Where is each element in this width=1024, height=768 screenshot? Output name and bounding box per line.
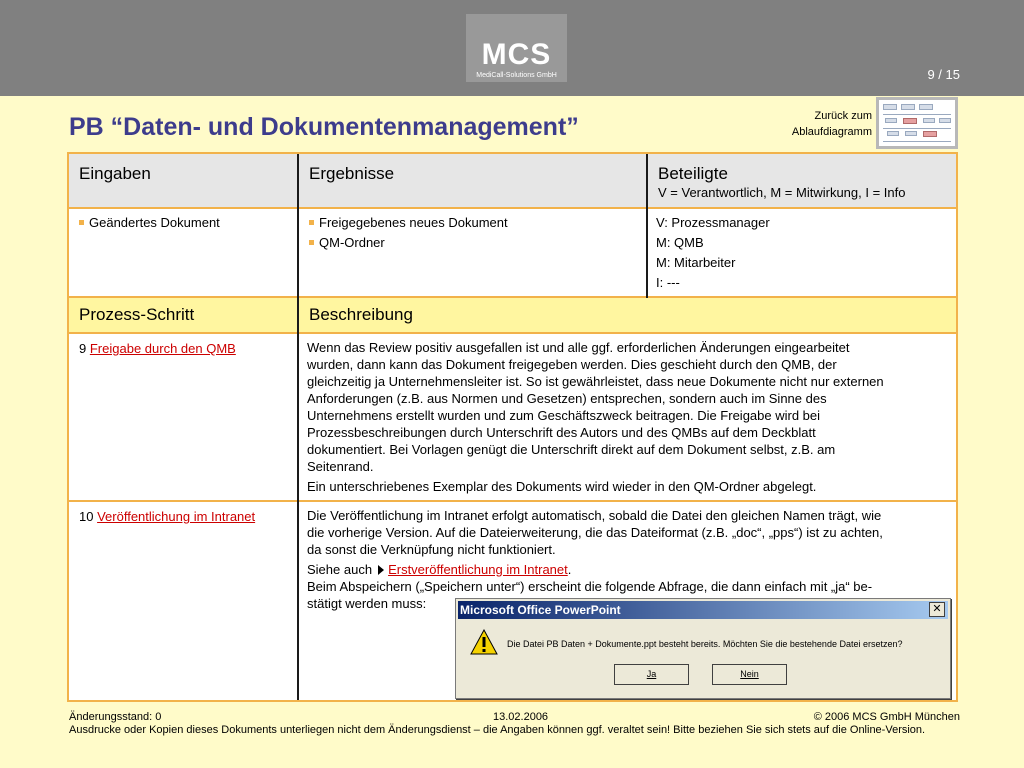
results-header-cell: [299, 154, 646, 207]
description-line: stätigt werden muss:: [307, 596, 427, 611]
input-item: Geändertes Dokument: [79, 214, 289, 231]
row-divider: [69, 296, 956, 298]
back-link-line2[interactable]: Ablaufdiagramm: [791, 126, 872, 138]
participants-cell: [656, 214, 946, 294]
description-line: Anforderungen (z.B. aus Normen und Gesetzen) entsprechen, sondern auch im Sinne des: [307, 391, 827, 406]
step-10-link[interactable]: Veröffentlichung im Intranet: [97, 509, 256, 524]
description-line: die vorherige Version. Auf die Dateierweiterung, die das Dateiformat (z.B. „doc“, „pps“) ist zu achten,: [307, 525, 883, 540]
mcs-logo: [466, 14, 567, 82]
description-header-cell: [299, 298, 956, 332]
footer-copyright: © 2006 MCS GmbH München: [813, 711, 960, 723]
logo-text: MCS: [481, 38, 552, 71]
back-to-diagram-link[interactable]: [770, 108, 872, 140]
page-title: PB “Daten- und Dokumentenmanagement”: [69, 113, 579, 141]
close-icon[interactable]: ✕: [929, 602, 945, 617]
description-line: Unternehmens erstellt wurden und zum Geschäftszweck beitragen. Die Freigabe wird bei: [307, 408, 821, 423]
back-link-line1[interactable]: Zurück zum: [814, 110, 872, 122]
see-also-line: [307, 561, 952, 578]
yes-button[interactable]: Ja: [614, 664, 689, 685]
step-number: 10: [79, 509, 94, 524]
first-publication-link[interactable]: Erstveröffentlichung im Intranet: [388, 562, 568, 577]
step-9-cell: [79, 340, 294, 360]
participant-item: I: ---: [656, 275, 680, 290]
inputs-cell: [79, 214, 289, 294]
participants-legend: V = Verantwortlich, M = Mitwirkung, I = Info: [658, 185, 906, 200]
row-divider: [69, 207, 956, 209]
see-also-prefix: Siehe auch: [307, 562, 373, 577]
description-line: Prozessbeschreibungen durch Unterschrift des Autors und des QMBs auf dem Deckblatt: [307, 425, 816, 440]
description-header: Beschreibung: [309, 305, 413, 324]
participants-header-cell: [648, 154, 956, 207]
warning-icon: [470, 629, 498, 655]
participant-item: M: QMB: [656, 235, 704, 250]
step-10-cell: [79, 508, 294, 528]
column-divider: [646, 154, 648, 298]
participants-header: Beteiligte: [658, 164, 728, 183]
participant-item: V: Prozessmanager: [656, 215, 770, 230]
description-line: Ein unterschriebenes Exemplar des Dokuments wird wieder in den QM-Ordner abgelegt.: [307, 479, 817, 494]
result-item: QM-Ordner: [309, 234, 639, 251]
inputs-header: Eingaben: [79, 164, 151, 183]
footer-disclaimer: Ausdrucke oder Kopien dieses Dokuments unterliegen nicht dem Änderungsdienst – die Angaben können ggf. veraltet sein! Bitte beziehen Sie sich stets auf die Online-Version.: [69, 724, 926, 736]
description-line: Seitenrand.: [307, 459, 374, 474]
no-button[interactable]: Nein: [712, 664, 787, 685]
page-indicator: 9 / 15: [927, 67, 960, 82]
result-item: Freigegebenes neues Dokument: [309, 214, 639, 231]
logo-subtitle: MediCall-Solutions GmbH: [476, 72, 557, 79]
description-line: da sonst die Verknüpfung nicht funktioniert.: [307, 542, 556, 557]
see-also-suffix: .: [567, 562, 572, 577]
step-number: 9: [79, 341, 87, 356]
dialog-title: Microsoft Office PowerPoint: [458, 601, 948, 619]
results-header: Ergebnisse: [309, 164, 395, 183]
description-line: wurden, dann kann das Dokument freigegeben werden. Dies geschieht durch den QMB, der: [307, 357, 837, 372]
overwrite-dialog: [455, 598, 951, 699]
row-divider: [69, 332, 956, 334]
footer-date: 13.02.2006: [493, 711, 549, 723]
description-line: gleichzeitig ja Unternehmensleiter ist. So ist gewährleistet, dass neue Dokumente nicht nur externen: [307, 374, 884, 389]
column-divider: [297, 154, 299, 700]
step-header-cell: [69, 298, 297, 332]
dialog-message: Die Datei PB Daten + Dokumente.ppt besteht bereits. Möchten Sie die bestehende Datei ersetzen?: [507, 639, 903, 649]
description-line: Die Veröffentlichung im Intranet erfolgt automatisch, sobald die Datei den gleichen Namen trägt, wie: [307, 508, 882, 523]
step-9-link[interactable]: Freigabe durch den QMB: [89, 341, 236, 356]
description-line: dokumentiert. Bei Vorlagen genügt die Unterschrift direkt auf dem Dokument selbst, z.B. am: [307, 442, 836, 457]
description-line: Wenn das Review positiv ausgefallen ist und alle ggf. erforderlichen Änderungen eingearbeitet: [307, 340, 850, 355]
step-header: Prozess-Schritt: [79, 305, 195, 324]
row-divider: [69, 500, 956, 502]
footer-status: Änderungsstand: 0: [69, 711, 162, 723]
results-cell: [309, 214, 639, 294]
step-9-description: [307, 339, 952, 497]
inputs-header-cell: [69, 154, 297, 207]
flowchart-thumbnail[interactable]: [876, 97, 958, 149]
participant-item: M: Mitarbeiter: [656, 255, 736, 270]
header-band: [0, 0, 1024, 96]
arrow-right-icon: [378, 565, 384, 575]
description-line: Beim Abspeichern („Speichern unter“) erscheint die folgende Abfrage, die dann einfach mit „ja“ be-: [307, 579, 873, 594]
